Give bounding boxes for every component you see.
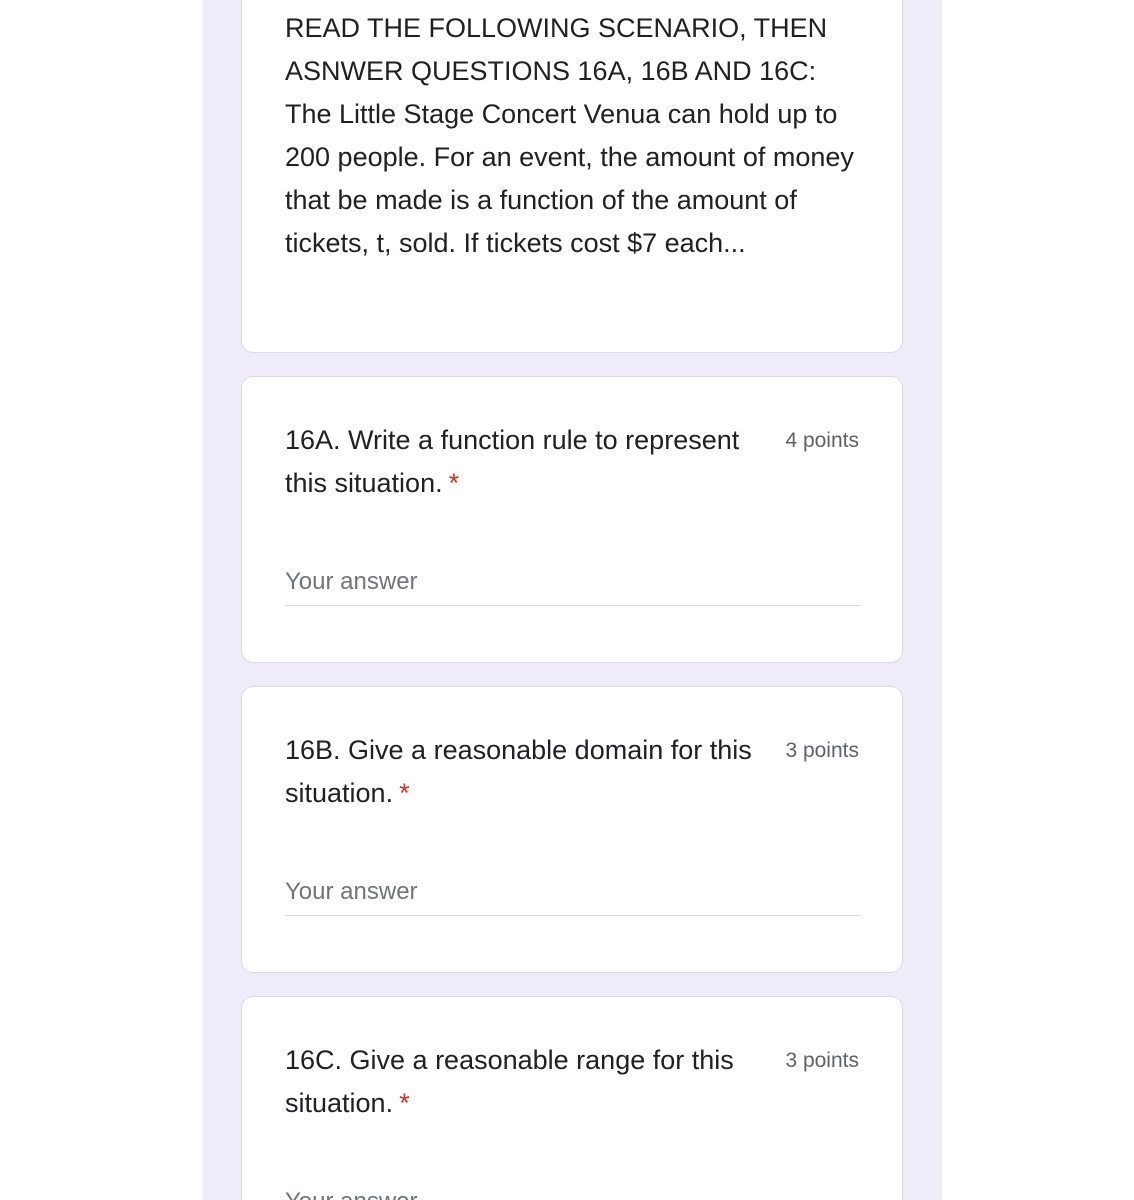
question-card-16b: [241, 686, 903, 973]
question-title-text: 16A. Write a function rule to represent this situation.: [285, 425, 740, 498]
question-card-16c: [241, 996, 903, 1200]
points-label: 4 points: [785, 429, 859, 452]
required-asterisk: *: [448, 468, 460, 498]
required-asterisk: *: [399, 778, 410, 808]
points-label: 3 points: [785, 1049, 859, 1072]
answer-input-16b[interactable]: [285, 869, 861, 916]
question-title-text: 16C. Give a reasonable range for this situation.: [285, 1045, 734, 1118]
question-title: [285, 1039, 765, 1125]
question-card-16a: [241, 376, 903, 663]
scenario-description-card: [241, 0, 903, 353]
scenario-description-text: READ THE FOLLOWING SCENARIO, THEN ASNWER QUESTIONS 16A, 16B AND 16C: The Little Stage Concert Venua can hold up to 200 people. For an event, the amount of money that be made is a function of the amount of tickets, t, sold. If tickets cost $7 each...: [285, 13, 854, 258]
question-title-text: 16B. Give a reasonable domain for this situation.: [285, 735, 752, 808]
question-title: [285, 419, 765, 505]
answer-input-16a[interactable]: [285, 559, 861, 606]
required-asterisk: *: [399, 1088, 410, 1118]
question-title: [285, 729, 765, 815]
form-column: [203, 0, 942, 1200]
points-label: 3 points: [785, 739, 859, 762]
answer-input-16c[interactable]: [285, 1179, 861, 1200]
